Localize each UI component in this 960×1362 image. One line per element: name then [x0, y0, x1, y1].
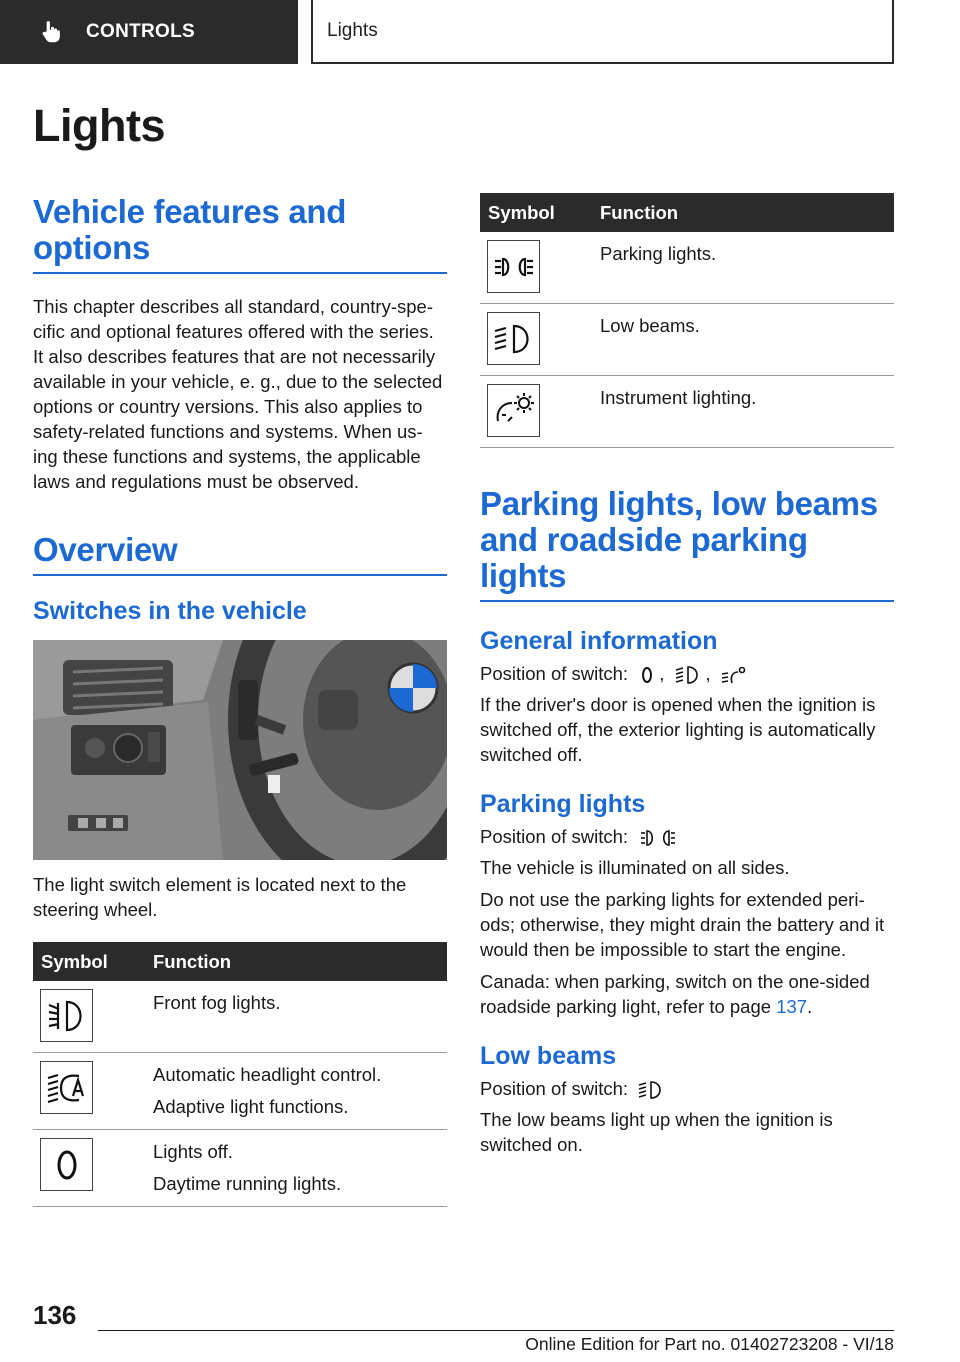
- footer-divider: [98, 1330, 894, 1331]
- function-line: Automatic headlight control.: [153, 1064, 382, 1085]
- parking-text-2: Do not use the parking lights for extended peri-ods; otherwise, they might drain the battery and it would then be impossible to start the engine.: [480, 889, 885, 961]
- parking-heading: Parking lights, low beams and roadside parking lights: [480, 486, 894, 602]
- page-reference-link[interactable]: 137: [776, 996, 808, 1018]
- left-symbol-table: [33, 942, 447, 1207]
- low-beams-icon: [633, 1079, 669, 1101]
- table-row: [33, 1053, 447, 1130]
- chapter-tab: [311, 0, 894, 64]
- function-column-header: Function: [147, 942, 447, 981]
- left-column: [33, 194, 447, 1207]
- table-row: [480, 232, 894, 304]
- parking-lights-icon: [633, 827, 683, 849]
- function-line: Front fog lights.: [153, 992, 281, 1013]
- table-row: [33, 1130, 447, 1207]
- low-beams-icon: [670, 664, 706, 686]
- function-line: Parking lights.: [600, 243, 717, 264]
- table-row: [33, 981, 447, 1053]
- general-switch-position: Position of switch: , ,: [480, 661, 894, 686]
- low-switch-position: Position of switch:: [480, 1076, 894, 1101]
- parking-switch-position: Position of switch:: [480, 824, 894, 849]
- low-text: The low beams light up when the ignition is switched on.: [480, 1109, 833, 1156]
- overview-heading: Overview: [33, 532, 447, 576]
- lights-off-icon: [45, 1145, 89, 1185]
- low-beams-icon: [492, 319, 536, 359]
- automatic-headlight-icon: [45, 1068, 89, 1108]
- front-fog-lights-icon: [45, 996, 89, 1036]
- table-row: [480, 376, 894, 448]
- general-text: If the driver's door is opened when the ignition is switched off, the exterior lighting is automatically switched off.: [480, 694, 876, 766]
- table-row: [480, 304, 894, 376]
- function-line: Low beams.: [600, 315, 700, 336]
- general-heading: General information: [480, 627, 718, 655]
- features-text: This chapter describes all standard, country-spe-cific and optional features offered with the series. It also describes features that are not necessarily available in your vehicle, e. g., due to the selected options or country versions. This also applies to safety-related functions and systems. When us-ing these functions and systems, the applicable laws and regulations must be observed.: [33, 296, 443, 492]
- chapter-label: Lights: [327, 20, 378, 41]
- photo-caption: The light switch element is located next to the steering wheel.: [33, 874, 407, 920]
- function-line: Adaptive light functions.: [153, 1096, 349, 1117]
- section-label: CONTROLS: [86, 21, 196, 42]
- instrument-lighting-icon: [492, 391, 536, 431]
- function-line: Daytime running lights.: [153, 1173, 342, 1194]
- right-column: [480, 193, 894, 1157]
- page-number: 136: [33, 1300, 77, 1330]
- features-heading: Vehicle features and options: [33, 194, 447, 274]
- switches-heading: Switches in the vehicle: [33, 597, 307, 625]
- symbol-column-header: Symbol: [33, 942, 147, 981]
- page-title: Lights: [33, 100, 165, 151]
- function-column-header: Function: [594, 193, 894, 232]
- right-symbol-table: [480, 193, 894, 448]
- low-beams-heading: Low beams: [480, 1042, 617, 1071]
- parking-text-3: Canada: when parking, switch on the one-sided roadside parking light, refer to page 137.: [480, 971, 870, 1018]
- parking-lights-icon: [492, 247, 536, 287]
- parking-text-1: The vehicle is illuminated on all sides.: [480, 857, 790, 879]
- function-line: Lights off.: [153, 1141, 233, 1162]
- edition-note: Online Edition for Part no. 01402723208 - VI/18: [525, 1334, 894, 1354]
- dashboard-illustration: [33, 640, 447, 860]
- parking-lights-heading: Parking lights: [480, 790, 646, 819]
- lights-off-icon: [633, 664, 659, 686]
- symbol-column-header: Symbol: [480, 193, 594, 232]
- function-line: Instrument lighting.: [600, 387, 757, 408]
- light-switch-photo: [33, 640, 447, 860]
- hand-pointer-icon: [38, 19, 64, 45]
- instrument-lighting-icon: [716, 664, 750, 686]
- section-tab: [0, 0, 298, 64]
